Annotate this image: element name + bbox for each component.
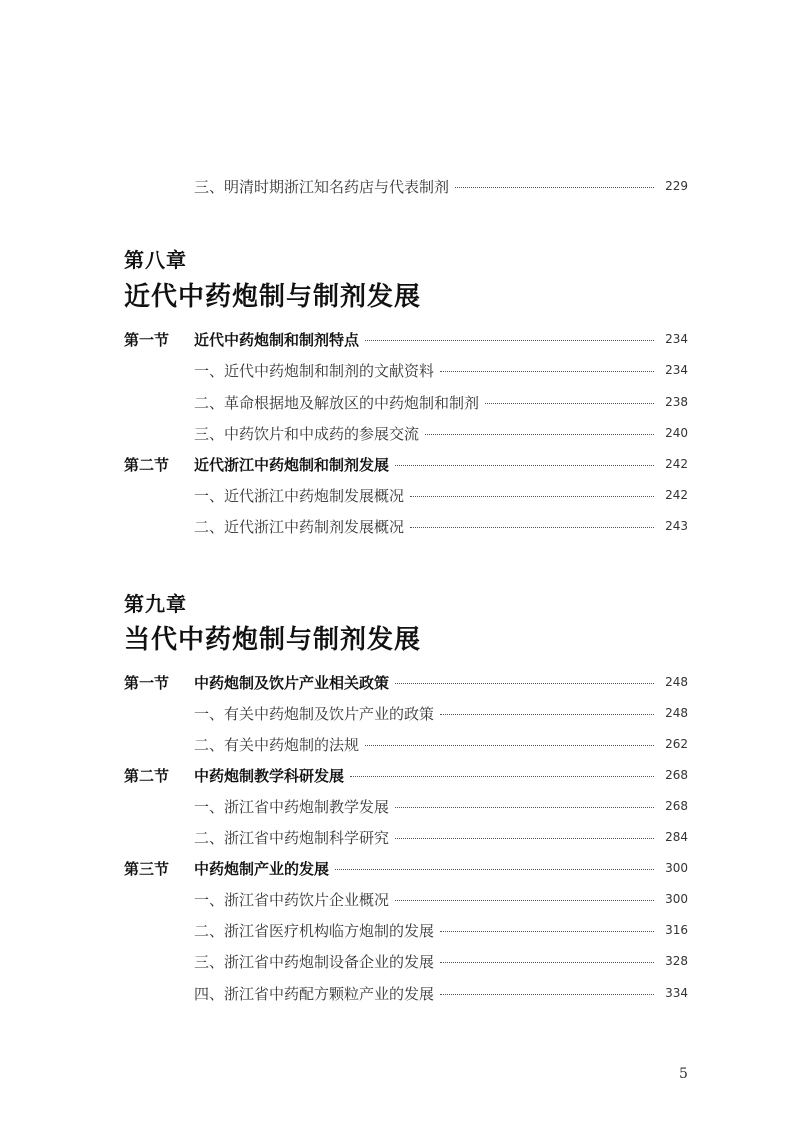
toc-entry[interactable]	[194, 515, 688, 537]
toc-section[interactable]	[124, 764, 688, 786]
toc-entry-page: 328	[665, 954, 688, 968]
chapter-label: 第八章	[124, 248, 187, 272]
toc-entry[interactable]	[194, 888, 688, 910]
dot-leader	[365, 340, 654, 341]
toc-entry-page: 242	[665, 457, 688, 471]
toc-entry[interactable]	[194, 484, 688, 506]
toc-entry-title: 二、近代浙江中药制剂发展概况	[194, 517, 405, 536]
toc-entry-page: 334	[665, 986, 688, 1000]
toc-entry-title: 二、革命根据地及解放区的中药炮制和制剂	[194, 393, 480, 412]
dot-leader	[440, 371, 654, 372]
toc-section-title: 近代中药炮制和制剂特点	[194, 330, 360, 349]
dot-leader	[395, 807, 654, 808]
dot-leader	[335, 869, 654, 870]
toc-entry-page: 300	[665, 892, 688, 906]
toc-entry-title: 一、近代浙江中药炮制发展概况	[194, 486, 405, 505]
toc-entry-title: 三、中药饮片和中成药的参展交流	[194, 424, 420, 443]
toc-section[interactable]	[124, 857, 688, 879]
toc-entry-page: 316	[665, 923, 688, 937]
toc-entry[interactable]	[194, 359, 688, 381]
toc-entry-page: 300	[665, 861, 688, 875]
toc-entry-page: 268	[665, 768, 688, 782]
toc-entry-page: 240	[665, 426, 688, 440]
toc-section[interactable]	[124, 453, 688, 475]
section-number: 第三节	[124, 859, 170, 878]
dot-leader	[440, 962, 654, 963]
toc-entry-page: 243	[665, 519, 688, 533]
section-number: 第二节	[124, 455, 170, 474]
toc-entry-page: 238	[665, 395, 688, 409]
toc-entry-title: 一、浙江省中药炮制教学发展	[194, 797, 390, 816]
dot-leader	[425, 434, 654, 435]
chapter-title: 近代中药炮制与制剂发展	[124, 282, 422, 312]
toc-section[interactable]	[124, 328, 688, 350]
toc-entry-page: 248	[665, 675, 688, 689]
toc-entry[interactable]	[194, 982, 688, 1004]
dot-leader	[395, 683, 654, 684]
toc-section-title: 中药炮制教学科研发展	[194, 766, 345, 785]
dot-leader	[365, 745, 654, 746]
toc-entry[interactable]	[194, 795, 688, 817]
dot-leader	[350, 776, 654, 777]
toc-entry-page: 268	[665, 799, 688, 813]
toc-section-title: 中药炮制产业的发展	[194, 859, 330, 878]
section-number: 第一节	[124, 330, 170, 349]
toc-entry-page: 234	[665, 332, 688, 346]
toc-entry-page: 229	[665, 179, 688, 193]
dot-leader	[440, 714, 654, 715]
toc-entry[interactable]	[194, 733, 688, 755]
toc-entry-page: 242	[665, 488, 688, 502]
toc-entry[interactable]	[194, 826, 688, 848]
toc-entry-title: 三、明清时期浙江知名药店与代表制剂	[194, 177, 450, 196]
toc-section[interactable]	[124, 671, 688, 693]
toc-entry-page: 234	[665, 363, 688, 377]
toc-entry[interactable]	[194, 702, 688, 724]
toc-entry[interactable]	[194, 919, 688, 941]
chapter-title: 当代中药炮制与制剂发展	[124, 625, 422, 655]
toc-entry[interactable]	[194, 391, 688, 413]
toc-entry-page: 248	[665, 706, 688, 720]
toc-entry-title: 一、近代中药炮制和制剂的文献资料	[194, 361, 435, 380]
toc-entry[interactable]	[194, 422, 688, 444]
dot-leader	[455, 187, 654, 188]
page-number: 5	[679, 1066, 688, 1082]
dot-leader	[395, 465, 654, 466]
dot-leader	[485, 403, 654, 404]
toc-entry-title: 三、浙江省中药炮制设备企业的发展	[194, 952, 435, 971]
toc-section-title: 中药炮制及饮片产业相关政策	[194, 673, 390, 692]
toc-entry[interactable]	[194, 950, 688, 972]
dot-leader	[395, 838, 654, 839]
toc-entry-title: 一、浙江省中药饮片企业概况	[194, 890, 390, 909]
toc-entry-title: 四、浙江省中药配方颗粒产业的发展	[194, 984, 435, 1003]
section-number: 第一节	[124, 673, 170, 692]
dot-leader	[395, 900, 654, 901]
toc-entry-title: 一、有关中药炮制及饮片产业的政策	[194, 704, 435, 723]
chapter-label: 第九章	[124, 592, 187, 616]
dot-leader	[440, 931, 654, 932]
dot-leader	[410, 496, 654, 497]
dot-leader	[440, 994, 654, 995]
toc-section-title: 近代浙江中药炮制和制剂发展	[194, 455, 390, 474]
toc-entry-title: 二、浙江省中药炮制科学研究	[194, 828, 390, 847]
toc-entry-title: 二、有关中药炮制的法规	[194, 735, 360, 754]
toc-entry-page: 284	[665, 830, 688, 844]
toc-entry[interactable]	[194, 175, 688, 197]
section-number: 第二节	[124, 766, 170, 785]
dot-leader	[410, 527, 654, 528]
toc-entry-page: 262	[665, 737, 688, 751]
toc-entry-title: 二、浙江省医疗机构临方炮制的发展	[194, 921, 435, 940]
